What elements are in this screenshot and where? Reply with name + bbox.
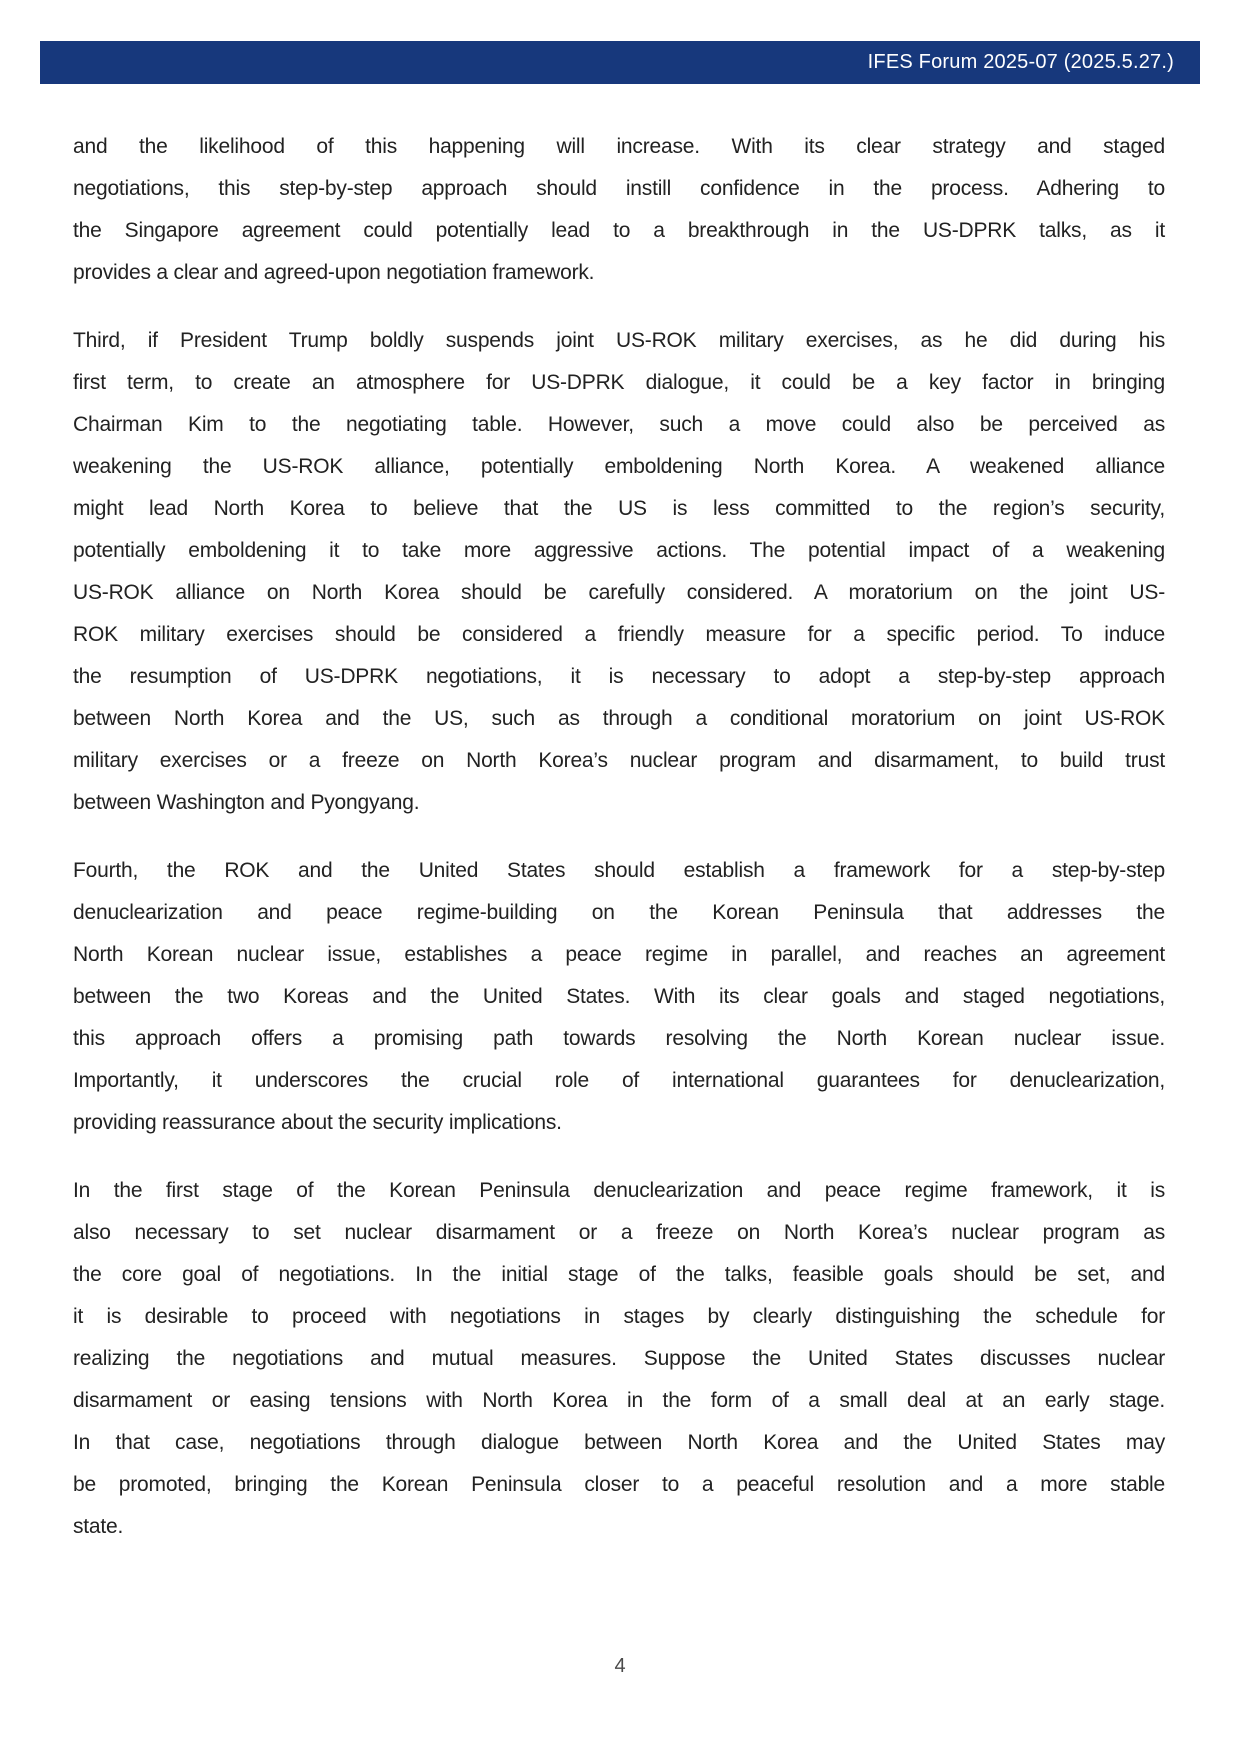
- text-line: first term, to create an atmosphere for US-DPRK dialogue, it could be a key factor in bringing: [73, 371, 1165, 394]
- text-line: between North Korea and the US, such as through a conditional moratorium on joint US-ROK: [73, 707, 1165, 730]
- text-line: In that case, negotiations through dialogue between North Korea and the United States may: [73, 1431, 1165, 1454]
- text-line: between the two Koreas and the United States. With its clear goals and staged negotiations,: [73, 985, 1165, 1008]
- text-line: be promoted, bringing the Korean Peninsula closer to a peaceful resolution and a more stable: [73, 1473, 1165, 1496]
- text-line: also necessary to set nuclear disarmament or a freeze on North Korea’s nuclear program as: [73, 1221, 1165, 1244]
- body-paragraph: [73, 320, 1165, 824]
- text-line: North Korean nuclear issue, establishes a peace regime in parallel, and reaches an agreement: [73, 943, 1165, 966]
- header-bar: [40, 41, 1200, 84]
- text-line: the core goal of negotiations. In the initial stage of the talks, feasible goals should be set, and: [73, 1263, 1165, 1286]
- text-line: and the likelihood of this happening will increase. With its clear strategy and staged: [73, 135, 1165, 158]
- text-line: In the first stage of the Korean Peninsula denuclearization and peace regime framework, it is: [73, 1179, 1165, 1202]
- text-line: US-ROK alliance on North Korea should be carefully considered. A moratorium on the joint US-: [73, 581, 1165, 604]
- header-issue-label: IFES Forum 2025-07 (2025.5.27.): [867, 51, 1174, 73]
- text-line: Fourth, the ROK and the United States should establish a framework for a step-by-step: [73, 859, 1165, 882]
- text-line: it is desirable to proceed with negotiations in stages by clearly distinguishing the schedule for: [73, 1305, 1165, 1328]
- text-line: state.: [73, 1515, 124, 1538]
- text-line: weakening the US-ROK alliance, potentially emboldening North Korea. A weakened alliance: [73, 455, 1165, 478]
- document-body: [73, 126, 1165, 1574]
- text-line: military exercises or a freeze on North Korea’s nuclear program and disarmament, to build trust: [73, 749, 1165, 772]
- text-line: Importantly, it underscores the crucial role of international guarantees for denuclearization,: [73, 1069, 1165, 1092]
- body-paragraph: [73, 1170, 1165, 1548]
- body-paragraph: [73, 126, 1165, 294]
- text-line: Chairman Kim to the negotiating table. However, such a move could also be perceived as: [73, 413, 1165, 436]
- text-line: provides a clear and agreed-upon negotiation framework.: [73, 261, 595, 284]
- text-line: potentially emboldening it to take more aggressive actions. The potential impact of a weakening: [73, 539, 1165, 562]
- text-line: ROK military exercises should be considered a friendly measure for a specific period. To induce: [73, 623, 1165, 646]
- text-line: this approach offers a promising path towards resolving the North Korean nuclear issue.: [73, 1027, 1165, 1050]
- page-number: 4: [614, 1655, 626, 1677]
- text-line: the Singapore agreement could potentially lead to a breakthrough in the US-DPRK talks, as it: [73, 219, 1165, 242]
- text-line: the resumption of US-DPRK negotiations, it is necessary to adopt a step-by-step approach: [73, 665, 1165, 688]
- text-line: providing reassurance about the security implications.: [73, 1111, 562, 1134]
- text-line: between Washington and Pyongyang.: [73, 791, 420, 814]
- body-paragraph: [73, 850, 1165, 1144]
- text-line: negotiations, this step-by-step approach should instill confidence in the process. Adhering to: [73, 177, 1165, 200]
- text-line: disarmament or easing tensions with North Korea in the form of a small deal at an early stage.: [73, 1389, 1165, 1412]
- text-line: might lead North Korea to believe that the US is less committed to the region’s security,: [73, 497, 1165, 520]
- text-line: denuclearization and peace regime-building on the Korean Peninsula that addresses the: [73, 901, 1165, 924]
- text-line: realizing the negotiations and mutual measures. Suppose the United States discusses nuclear: [73, 1347, 1165, 1370]
- text-line: Third, if President Trump boldly suspends joint US-ROK military exercises, as he did during his: [73, 329, 1165, 352]
